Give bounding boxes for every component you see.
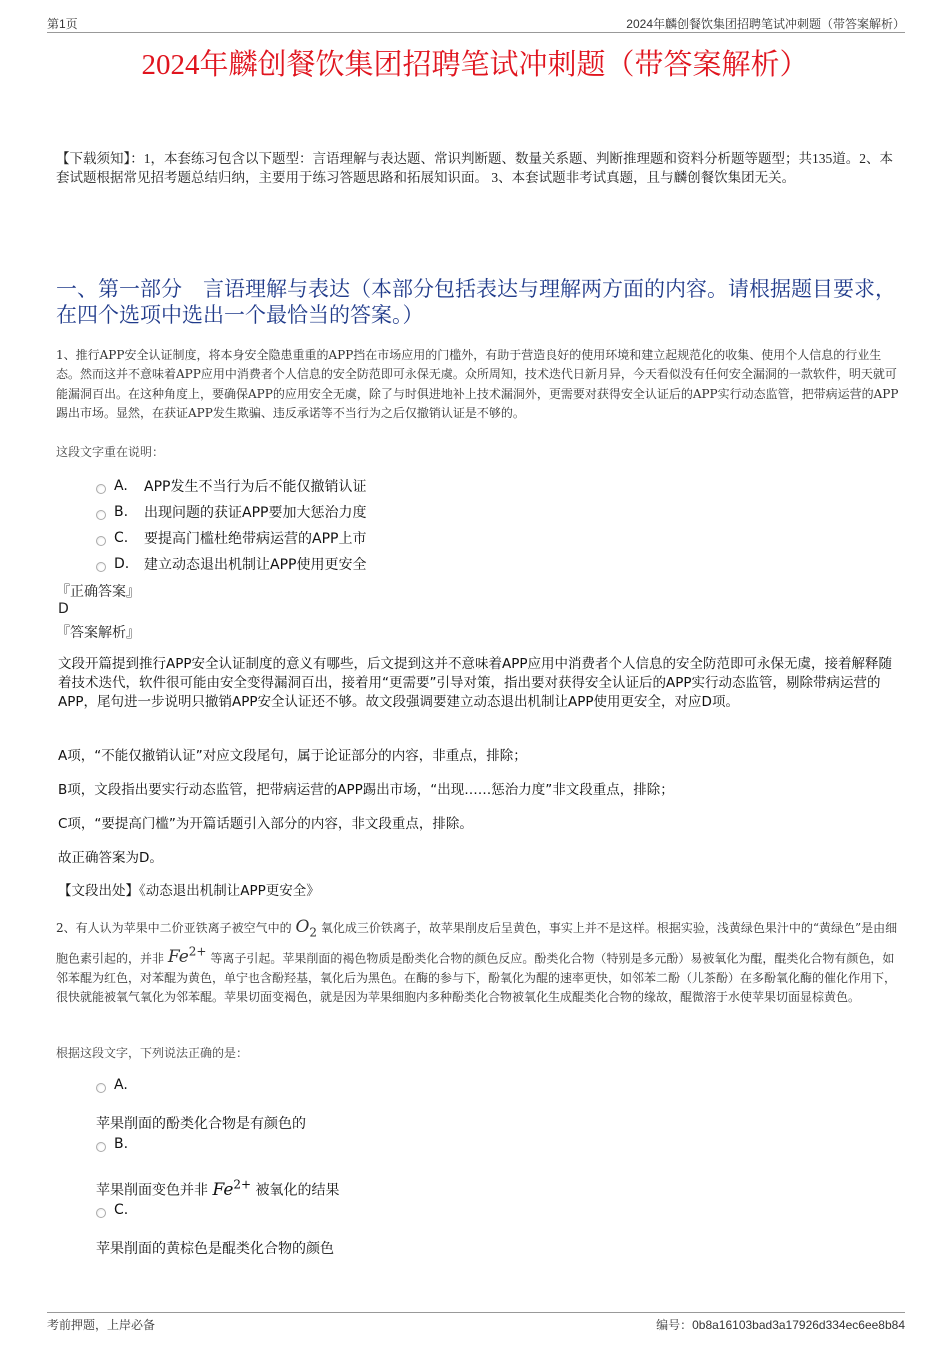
- q1-option-a[interactable]: [96, 476, 366, 496]
- option-letter: D.: [114, 556, 130, 572]
- q2-option-b-text: 苹果削面变色并非 $Fe^{2+}$ 被氧化的结果: [96, 1177, 340, 1200]
- final-answer-note: 故正确答案为D。: [58, 850, 163, 866]
- q1-analysis: 文段开篇提到推行APP安全认证制度的意义有哪些，后文提到这并不意味着APP应用中消费者个人信息的安全防范即可永保无虞，接着解释随着技术迭代，软件很可能由安全变得漏洞百出，接着用“更需要”引导对策，指出要对获得安全认证后的APP实行动态监管，剔除带病运营的APP，尾句进一步说明只撤销APP安全认证还不够。故文段强调要建立动态退出机制让APP使用更安全，对应D项。: [58, 656, 893, 710]
- fe2-formula: $Fe^{2+}$: [167, 944, 207, 968]
- radio-button[interactable]: [96, 536, 106, 546]
- q2-option-c-text: 苹果削面的黄棕色是醌类化合物的颜色: [96, 1241, 334, 1257]
- analysis-label: 『答案解析』: [56, 625, 140, 641]
- option-letter: C.: [114, 530, 129, 546]
- option-note-a: A项，“不能仅撤销认证”对应文段尾句，属于论证部分的内容，非重点，排除；: [58, 748, 527, 764]
- radio-button[interactable]: [96, 1208, 106, 1218]
- q1-stem: 1、推行APP安全认证制度，将本身安全隐患重重的APP挡在市场应用的门槛外，有助于营造良好的使用环境和建立起规范化的收集、使用个人信息的行业生态。然而这并不意味着APP应用中消费者个人信息的安全防范即可永保无虞。众所周知，技术迭代日新月异，今天看似没有任何安全漏洞的一款软件，明天就可能漏洞百出。在这种角度上，要确保APP的应用安全无虞，除了与时俱进地补上技术漏洞外，更需要对获得安全认证后的APP实行动态监管，把带病运营的APP踢出市场。显然，在获证APP发生欺骗、违反承诺等不当行为之后仅撤销认证是不够的。: [56, 348, 899, 421]
- document-code: 编号：0b8a16103bad3a17926d334ec6ee8b84: [656, 1318, 905, 1332]
- page-header: [47, 14, 905, 33]
- section-heading: 一、第一部分 言语理解与表达（本部分包括表达与理解两方面的内容。请根据题目要求，在四个选项中选出一个最恰当的答案。）: [56, 277, 896, 327]
- o2-formula: $O_2$: [295, 917, 318, 940]
- page-number: 第1页: [47, 17, 78, 31]
- option-text: 出现问题的获证APP要加大惩治力度: [144, 505, 367, 521]
- radio-button[interactable]: [96, 562, 106, 572]
- q1-prompt: 这段文字重在说明：: [56, 445, 165, 459]
- q2-stem: 2、有人认为苹果中二价亚铁离子被空气中的 $O_2$ 氧化成三价铁离子，故苹果削皮后呈黄色，事实上并不是这样。根据实验，浅黄绿色果汁中的“黄绿色”是由细胞色素引起的，并非 $Fe^{2+}$ 等离子引起。苹果削面的褐色物质是酚类化合物的颜色反应。酚类化合物（特别是多元酚）易被氧化为醌，醌类化合物有颜色，如邻苯醌为红色，对苯醌为黄色，单宁也含酚羟基，氧化后为黑色。在酶的参与下，酚氧化为醌的速率更快，如邻苯二酚（儿茶酚）在多酚氧化酶的催化作用下，很快就能被氧气氧化为邻苯醌。苹果切面变褐色，就是因为苹果细胞内多种酚类化合物被氧化生成醌类化合物的缘故，醌微溶于水使苹果切面显棕黄色。: [56, 917, 898, 1005]
- option-letter: B.: [114, 1136, 129, 1152]
- option-text: APP发生不当行为后不能仅撤销认证: [144, 479, 367, 495]
- radio-button[interactable]: [96, 484, 106, 494]
- download-notice: 【下载须知】：1，本套练习包含以下题型：言语理解与表达题、常识判断题、数量关系题、判断推理题和资料分析题等题型；共135道。2、本套试题根据常见招考题总结归纳，主要用于练习答题思路和拓展知识面。 3、本套试题非考试真题，且与麟创餐饮集团无关。: [56, 151, 893, 185]
- q2-option-c[interactable]: [96, 1202, 128, 1218]
- option-text: 要提高门槛杜绝带病运营的APP上市: [144, 531, 367, 547]
- fe2-formula: $Fe^{2+}$: [212, 1177, 252, 1200]
- option-note-b: B项，文段指出要实行动态监管，把带病运营的APP踢出市场，“出现……惩治力度”非文段重点，排除；: [58, 782, 674, 798]
- option-letter: B.: [114, 504, 129, 520]
- footer-slogan: 考前押题，上岸必备: [47, 1318, 156, 1332]
- q2-prompt: 根据这段文字，下列说法正确的是：: [56, 1046, 249, 1060]
- option-text: 建立动态退出机制让APP使用更安全: [144, 557, 367, 573]
- q1-option-c[interactable]: [96, 528, 366, 548]
- option-note-c: C项，“要提高门槛”为开篇话题引入部分的内容，非文段重点，排除。: [58, 816, 473, 832]
- q2-option-a[interactable]: [96, 1077, 128, 1093]
- q2-option-a-text: 苹果削面的酚类化合物是有颜色的: [96, 1116, 306, 1132]
- q1-option-b[interactable]: [96, 502, 366, 522]
- correct-answer: D: [58, 601, 69, 617]
- radio-button[interactable]: [96, 1142, 106, 1152]
- correct-answer-label: 『正确答案』: [56, 584, 140, 600]
- option-letter: A.: [114, 1077, 128, 1093]
- q1-option-d[interactable]: [96, 554, 366, 574]
- radio-button[interactable]: [96, 1083, 106, 1093]
- page-footer: [47, 1312, 905, 1332]
- passage-source: 【文段出处】《动态退出机制让APP更安全》: [58, 883, 320, 899]
- header-doc-title: 2024年麟创餐饮集团招聘笔试冲刺题（带答案解析）: [626, 17, 905, 31]
- radio-button[interactable]: [96, 510, 106, 520]
- option-letter: A.: [114, 478, 128, 494]
- option-letter: C.: [114, 1202, 129, 1218]
- q2-option-b[interactable]: [96, 1136, 128, 1152]
- document-title: 2024年麟创餐饮集团招聘笔试冲刺题（带答案解析）: [141, 49, 809, 81]
